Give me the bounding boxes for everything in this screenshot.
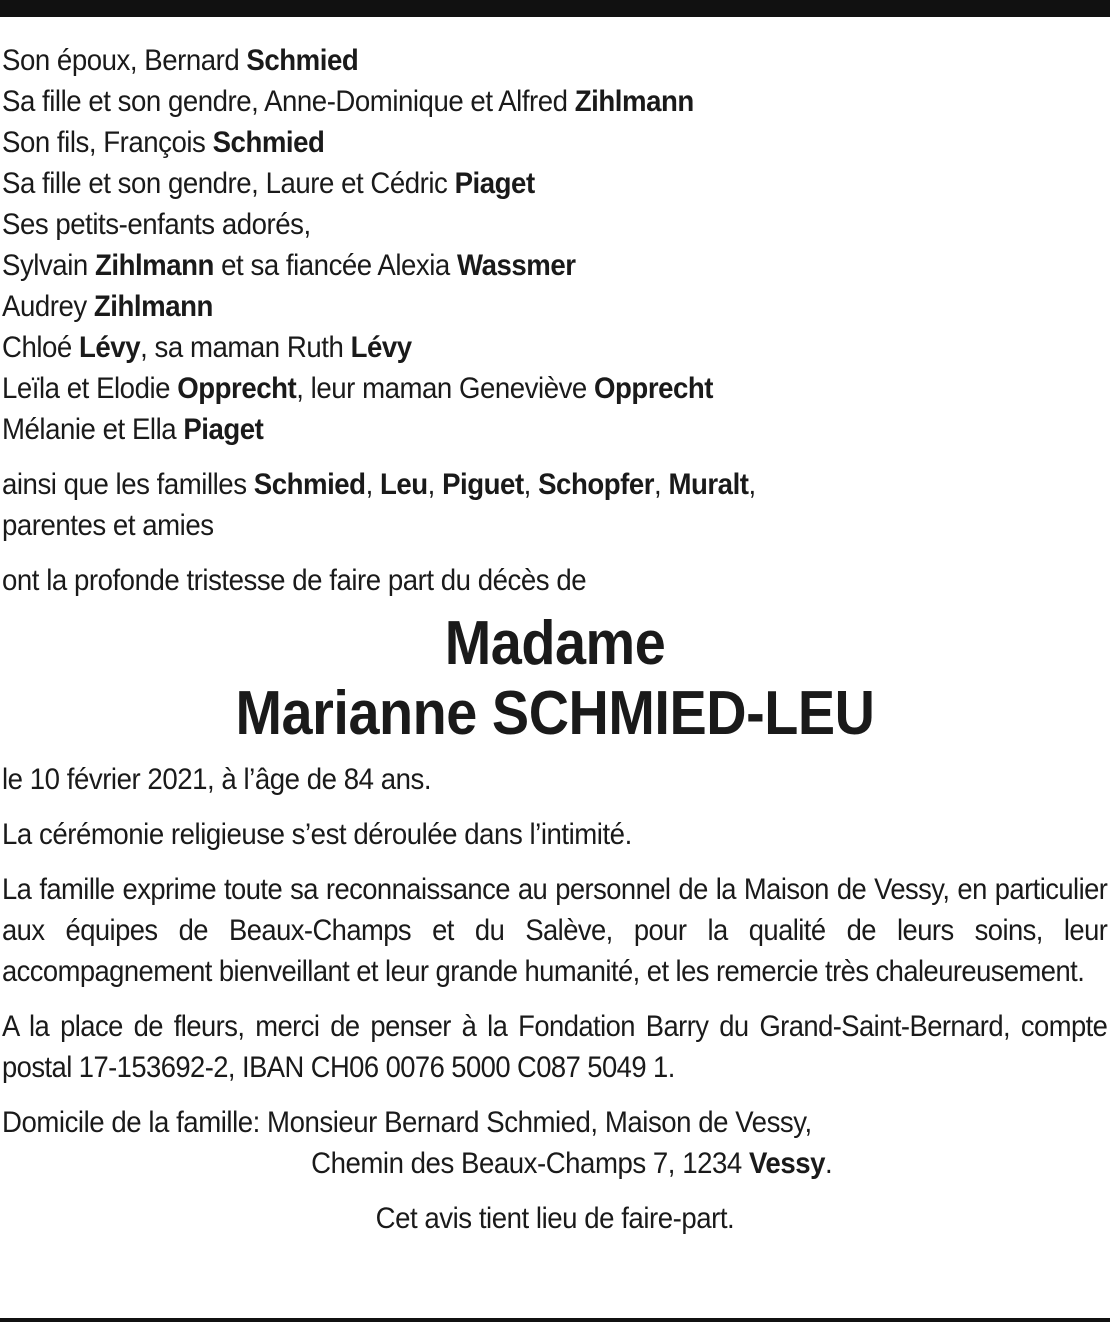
spouse-surname: Schmied: [246, 44, 359, 77]
grandchild-line: [2, 409, 1020, 450]
separator: ,: [523, 468, 539, 501]
family-name: Muralt: [668, 468, 749, 501]
families-text: ainsi que les familles: [2, 468, 254, 501]
grandchild-line: [2, 368, 1020, 409]
families-line-2: parentes et amies: [2, 509, 214, 542]
deceased-heading: [2, 609, 1108, 749]
family-name: Piguet: [442, 468, 524, 501]
daughter2-line: [2, 163, 1020, 204]
domicile-line: Domicile de la famille: Monsieur Bernard Schmied, Maison de Vessy,: [2, 1106, 812, 1139]
spouse-line: [2, 40, 1020, 81]
gc-surname: Zihlmann: [93, 290, 213, 323]
separator: ,: [654, 468, 669, 501]
son-surname: Schmied: [212, 126, 325, 159]
families-line: [2, 464, 1020, 505]
ceremony-line: La cérémonie religieuse s’est déroulée dans l’intimité.: [2, 818, 632, 851]
gc-surname: Lévy: [79, 331, 141, 364]
grandchild-line: [2, 286, 1020, 327]
daughter1-text: Sa fille et son gendre, Anne-Dominique et Alfred: [2, 85, 575, 118]
gc-text: et sa fiancée Alexia: [213, 249, 457, 282]
family-name: Leu: [379, 468, 428, 501]
grandchildren-intro: Ses petits-enfants adorés,: [2, 208, 311, 241]
grandchild-line: [2, 245, 1020, 286]
gc-surname: Piaget: [183, 413, 264, 446]
gc-text: Mélanie et Ella: [2, 413, 184, 446]
gc-text: Sylvain: [2, 249, 95, 282]
daughter1-surname: Zihlmann: [574, 85, 694, 118]
gc-text: Leïla et Elodie: [2, 372, 178, 405]
separator: ,: [365, 468, 380, 501]
gc-text: , leur maman Geneviève: [296, 372, 595, 405]
deceased-name: Marianne SCHMIED-LEU: [235, 679, 875, 748]
death-notice: [2, 40, 1108, 1239]
top-border: [0, 0, 1110, 17]
gc-text: Chloé: [2, 331, 80, 364]
address-text: Chemin des Beaux-Champs 7, 1234: [311, 1147, 749, 1180]
footer-text: Cet avis tient lieu de faire-part.: [375, 1202, 735, 1235]
spouse-text: Son époux, Bernard: [2, 44, 247, 77]
period: .: [824, 1147, 833, 1180]
deceased-title: Madame: [444, 609, 666, 678]
donation-paragraph: A la place de fleurs, merci de penser à la Fondation Barry du Grand-Saint-Bernard, compte postal 17-153692-2, IBAN CH06 0076 5000 C087 5049 1.: [2, 1010, 1108, 1084]
separator: ,: [427, 468, 443, 501]
date-line: le 10 février 2021, à l’âge de 84 ans.: [2, 763, 432, 796]
separator: ,: [748, 468, 756, 501]
grandchild-line: [2, 327, 1020, 368]
gc-surname: Opprecht: [177, 372, 297, 405]
gc-text: , sa maman Ruth: [140, 331, 351, 364]
family-name: Schmied: [253, 468, 366, 501]
domicile-address: [2, 1143, 1020, 1184]
daughter2-text: Sa fille et son gendre, Laure et Cédric: [2, 167, 455, 200]
footer-line: [2, 1198, 1108, 1239]
gc-surname: Wassmer: [456, 249, 576, 282]
gc-surname: Zihlmann: [94, 249, 214, 282]
son-text: Son fils, François: [2, 126, 213, 159]
daughter1-line: [2, 81, 1020, 122]
gc-surname: Lévy: [350, 331, 412, 364]
city-name: Vessy: [748, 1147, 825, 1180]
family-name: Schopfer: [538, 468, 655, 501]
daughter2-surname: Piaget: [454, 167, 535, 200]
thanks-paragraph: La famille exprime toute sa reconnaissance au personnel de la Maison de Vessy, en particulier aux équipes de Beaux-Champs et du Salève, pour la qualité de leurs soins, leur accompagnement bienveillant et leur grande humanité, et les remercie très chaleureusement.: [2, 873, 1108, 988]
gc-surname: Opprecht: [594, 372, 714, 405]
gc-text: Audrey: [2, 290, 94, 323]
bottom-border: [0, 1318, 1110, 1322]
announcement: ont la profonde tristesse de faire part du décès de: [2, 564, 587, 597]
son-line: [2, 122, 1020, 163]
